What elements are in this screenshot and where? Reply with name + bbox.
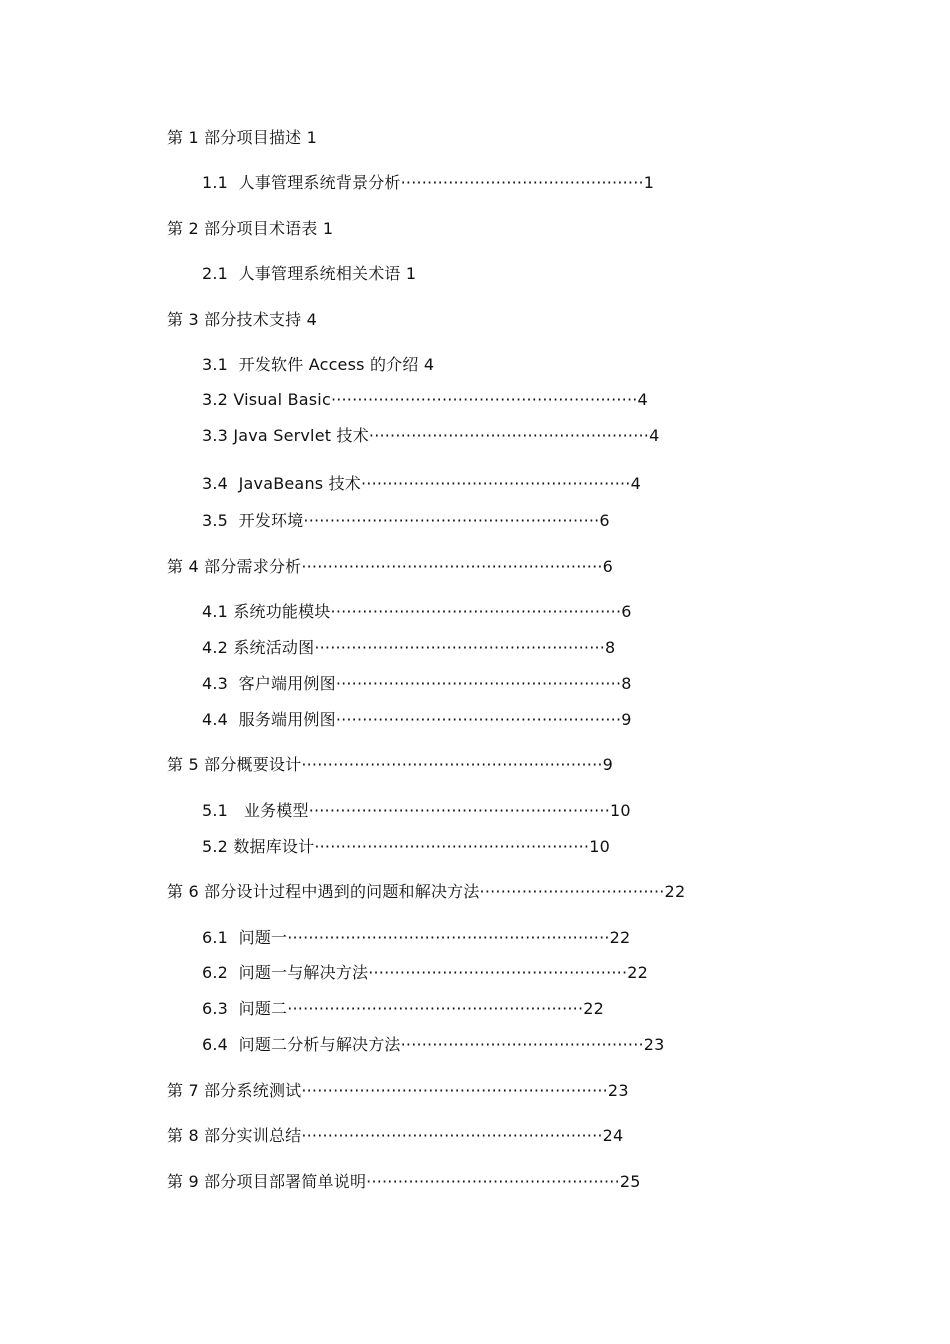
toc-part-5: 第 5 部分概要设计·························································9 [167,755,614,774]
toc-section-3-3: 3.3 Java Servlet 技术·····················································4 [202,426,660,445]
toc-section-4-4: 4.4 服务端用例图······················································9 [202,710,632,729]
toc-section-5-2: 5.2 数据库设计····················································10 [202,837,610,856]
toc-section-4-1: 4.1 系统功能模块·······················································6 [202,602,632,621]
toc-part-1: 第 1 部分项目描述 1 [167,128,318,147]
toc-section-6-2: 6.2 问题一与解决方法·················································22 [202,963,648,982]
toc-section-6-4: 6.4 问题二分析与解决方法··············································23 [202,1035,665,1054]
toc-section-2-1: 2.1 人事管理系统相关术语 1 [202,264,417,283]
toc-section-5-1: 5.1 业务模型·························································10 [202,801,631,820]
toc-part-8: 第 8 部分实训总结·························································24 [167,1126,624,1145]
toc-part-4: 第 4 部分需求分析·························································6 [167,557,614,576]
toc-section-6-3: 6.3 问题二························································22 [202,999,604,1018]
toc-part-6: 第 6 部分设计过程中遇到的问题和解决方法···································22 [167,882,686,901]
toc-section-6-1: 6.1 问题一·····························································22 [202,928,631,947]
toc-section-3-1: 3.1 开发软件 Access 的介绍 4 [202,355,435,374]
toc-section-1-1: 1.1 人事管理系统背景分析··············································1 [202,173,655,192]
toc-section-3-5: 3.5 开发环境························································6 [202,511,610,530]
toc-part-3: 第 3 部分技术支持 4 [167,310,318,329]
toc-section-4-2: 4.2 系统活动图·······················································8 [202,638,616,657]
toc-section-3-4: 3.4 JavaBeans 技术···················································4 [202,474,641,493]
toc-part-9: 第 9 部分项目部署简单说明················································25 [167,1172,641,1191]
toc-section-3-2: 3.2 Visual Basic··························································4 [202,390,648,409]
toc-part-2: 第 2 部分项目术语表 1 [167,219,334,238]
toc-part-7: 第 7 部分系统测试··························································23 [167,1081,629,1100]
toc-section-4-3: 4.3 客户端用例图······················································8 [202,674,632,693]
